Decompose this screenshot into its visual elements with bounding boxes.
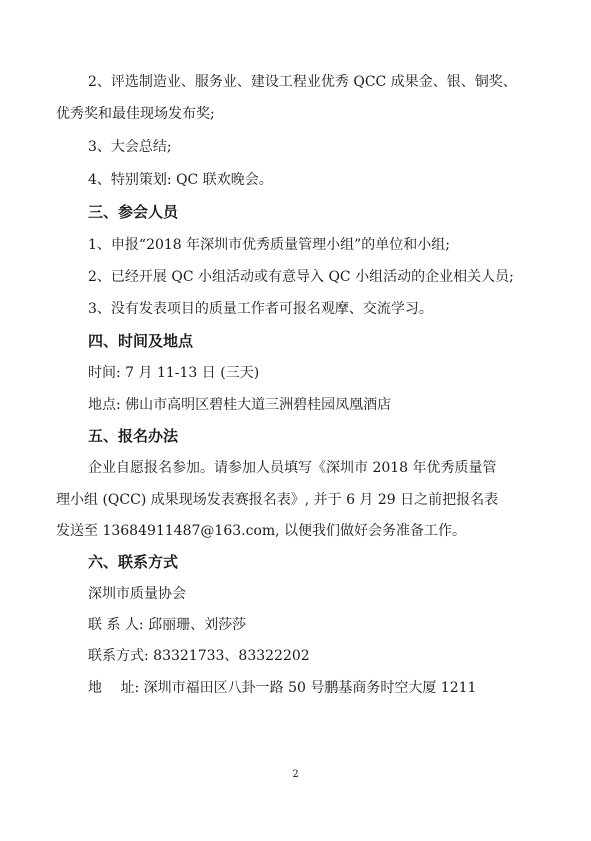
agenda-item-2-line-1: 2、评选制造业、服务业、建设工程业优秀 QCC 成果金、银、铜奖、 [88,74,517,90]
agenda-item-3: 3、大会总结; [88,139,172,155]
section-heading-time-place: 四、时间及地点 [88,332,194,350]
registration-paragraph-line-1: 企业自愿报名参加。请参加人员填写《深圳市 2018 年优秀质量管 [88,460,497,476]
contact-phone: 联系方式: 83321733、83322202 [88,648,310,664]
section-heading-contact: 六、联系方式 [88,553,179,571]
attendee-item-2: 2、已经开展 QC 小组活动或有意导入 QC 小组活动的企业相关人员; [88,269,514,285]
agenda-item-4: 4、特别策划: QC 联欢晚会。 [88,172,273,188]
registration-paragraph-line-2: 理小组 (QCC) 成果现场发表赛报名表》, 并于 6 月 29 日之前把报名表 [56,492,499,508]
attendee-item-3: 3、没有发表项目的质量工作者可报名观摩、交流学习。 [88,301,433,317]
attendee-item-1: 1、申报“2018 年深圳市优秀质量管理小组”的单位和小组; [88,237,451,253]
event-time: 时间: 7 月 11-13 日 (三天) [88,365,260,381]
event-location: 地点: 佛山市高明区碧桂大道三洲碧桂园凤凰酒店 [88,397,392,413]
section-heading-registration: 五、报名办法 [88,427,179,445]
section-heading-attendees: 三、参会人员 [88,203,179,221]
contact-organization: 深圳市质量协会 [88,586,186,602]
contact-persons: 联 系 人: 邱丽珊、刘莎莎 [88,617,247,633]
agenda-item-2-line-2: 优秀奖和最佳现场发布奖; [56,106,215,122]
registration-paragraph-line-3: 发送至 13684911487@163.com, 以便我们做好会务准备工作。 [56,523,467,539]
page-number: 2 [292,769,299,780]
contact-address: 地 址: 深圳市福田区八卦一路 50 号鹏基商务时空大厦 1211 [88,680,477,696]
